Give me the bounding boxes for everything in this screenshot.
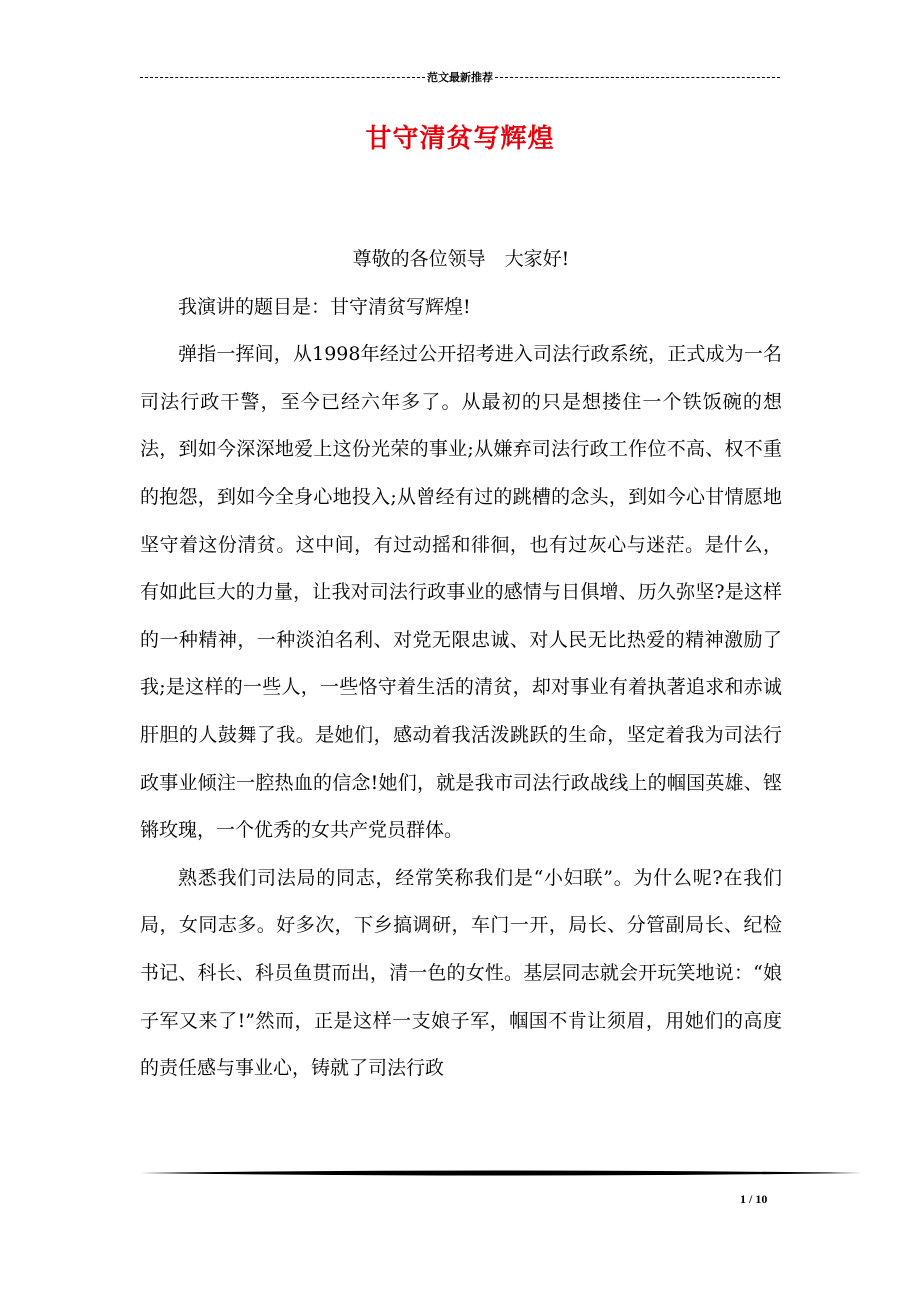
- document-title: 甘守清贫写辉煌: [365, 124, 555, 154]
- footer-rule: [140, 1168, 862, 1178]
- header-dash-left: [140, 77, 425, 78]
- header-label: 范文最新推荐: [427, 72, 493, 84]
- salutation: 尊敬的各位领导 大家好!: [352, 248, 570, 270]
- header-dash-right: [495, 77, 780, 78]
- paragraph-3: 熟悉我们司法局的同志，经常笑称我们是“小妇联”。为什么呢?在我们局，女同志多。好多次，下乡搞调研，车门一开，局长、分管副局长、纪检书记、科长、科员鱼贯而出，清一色的女性。基层同志就会开玩笑地说：“娘子军又来了!”然而，正是这样一支娘子军，帼国不肯让须眉，用她们的高度的责任感与事业心，铸就了司法行政: [140, 866, 782, 1080]
- paragraph-2: 弹指一挥间，从1998年经过公开招考进入司法行政系统，正式成为一名司法行政干警，至今已经六年多了。从最初的只是想搂住一个铁饭碗的想法，到如今深深地爱上这份光荣的事业;从嫌弃司法行政工作位不高、权不重的抱怨，到如今全身心地投入;从曾经有过的跳槽的念头，到如今心甘情愿地坚守着这份清贫。这中间，有过动摇和徘徊，也有过灰心与迷茫。是什么，有如此巨大的力量，让我对司法行政事业的感情与日俱增、历久弥坚?是这样的一种精神，一种淡泊名利、对党无限忠诚、对人民无比热爱的精神激励了我;是这样的一些人，一些恪守着生活的清贫，却对事业有着执著追求和赤诚肝胆的人鼓舞了我。是她们，感动着我活泼跳跃的生命，坚定着我为司法行政事业倾注一腔热血的信念!她们，就是我市司法行政战线上的帼国英雄、铿锵玫瑰，一个优秀的女共产党员群体。: [140, 343, 782, 842]
- page-number: 1 / 10: [740, 1192, 768, 1206]
- paragraph-1: 我演讲的题目是：甘守清贫写辉煌!: [178, 295, 471, 318]
- page-header: [140, 68, 780, 86]
- document-body: [140, 236, 782, 1093]
